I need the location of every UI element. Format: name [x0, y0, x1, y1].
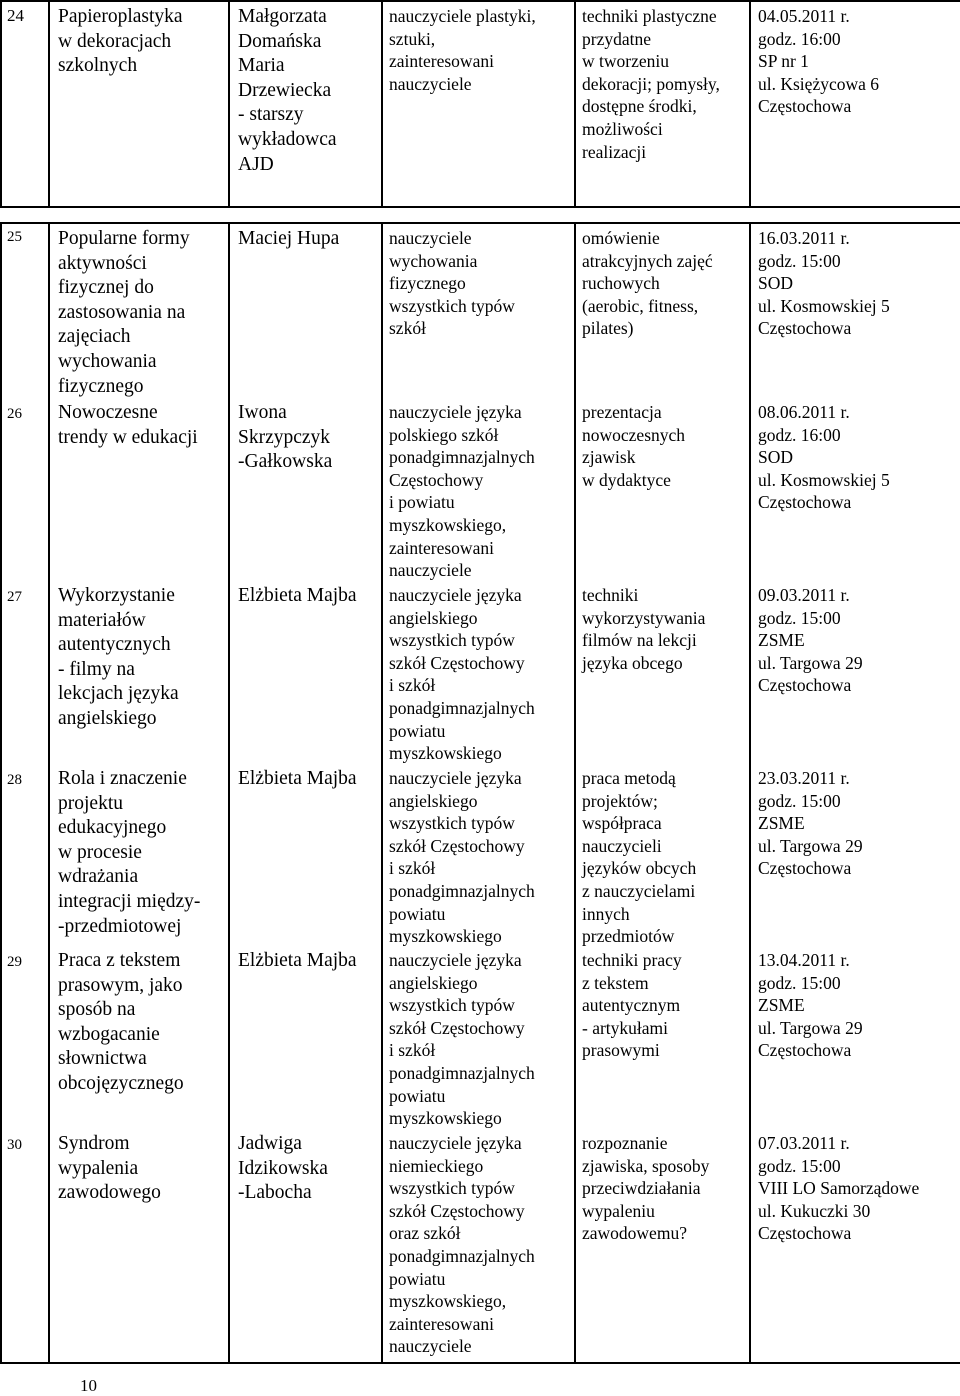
row-number: 25 — [7, 229, 22, 245]
row-number: 27 — [7, 589, 22, 605]
audience-cell: nauczyciele wychowania fizycznego wszystkich typów szkół — [389, 228, 515, 339]
description-cell: techniki plastyczne przydatne w tworzeniu dekoracji; pomysły, dostępne środki, możliwości realizacji — [575, 1, 750, 207]
date-place-cell: 07.03.2011 r. godz. 15:00 VIII LO Samorządowe ul. Kukuczki 30 Częstochowa — [758, 1133, 920, 1244]
row-number: 30 — [7, 1137, 22, 1153]
table-row — [1, 1, 960, 207]
description-cell: techniki pracy z tekstem autentycznym - artykułami prasowymi — [582, 950, 682, 1061]
date-place-cell: 04.05.2011 r. godz. 16:00 SP nr 1 ul. Księżycowa 6 Częstochowa — [750, 1, 960, 207]
description-cell: praca metodą projektów; współpraca nauczycieli języków obcych z nauczycielami innych przedmiotów — [582, 768, 697, 947]
description-column — [575, 223, 750, 1363]
page-number: 10 — [80, 1376, 97, 1395]
topic-cell: Wykorzystanie materiałów autentycznych - filmy na lekcjach języka angielskiego — [58, 585, 179, 729]
row-number: 26 — [7, 406, 22, 422]
description-cell: prezentacja nowoczesnych zjawisk w dydaktyce — [582, 402, 686, 490]
row-number: 29 — [7, 954, 22, 970]
lecturer-cell: Małgorzata Domańska Maria Drzewiecka - starszy wykładowca AJD — [229, 1, 382, 207]
audience-cell: nauczyciele języka polskiego szkół ponadgimnazjalnych Częstochowy i powiatu myszkowskiego, zainteresowani nauczyciele — [389, 402, 535, 581]
lecturer-cell: Maciej Hupa — [238, 228, 340, 249]
row-number: 28 — [7, 772, 22, 788]
lecturer-column — [229, 223, 382, 1363]
topic-cell: Nowoczesne trendy w edukacji — [58, 402, 198, 448]
course-table-top — [0, 0, 960, 208]
course-table-bottom — [0, 222, 960, 1364]
date-place-cell: 16.03.2011 r. godz. 15:00 SOD ul. Kosmowskiej 5 Częstochowa — [758, 228, 890, 339]
audience-cell: nauczyciele języka niemieckiego wszystkich typów szkół Częstochowy oraz szkół ponadgimnazjalnych powiatu myszkowskiego, zainteresowani nauczyciele — [389, 1133, 535, 1357]
topic-cell: Rola i znaczenie projektu edukacyjnego w procesie wdrażania integracji między- -przedmiotowej — [58, 768, 201, 937]
number-column — [1, 223, 49, 1363]
lecturer-cell: Elżbieta Majba — [238, 585, 357, 606]
audience-cell: nauczyciele języka angielskiego wszystkich typów szkół Częstochowy i szkół ponadgimnazjalnych powiatu myszkowskiego — [389, 585, 535, 764]
audience-column — [382, 223, 575, 1363]
date-place-column — [750, 223, 960, 1363]
audience-cell: nauczyciele języka angielskiego wszystkich typów szkół Częstochowy i szkół ponadgimnazjalnych powiatu myszkowskiego — [389, 768, 535, 947]
lecturer-cell: Iwona Skrzypczyk -Gałkowska — [238, 402, 333, 473]
date-place-cell: 23.03.2011 r. godz. 15:00 ZSME ul. Targowa 29 Częstochowa — [758, 768, 863, 879]
topic-cell: Syndrom wypalenia zawodowego — [58, 1133, 161, 1204]
date-place-cell: 08.06.2011 r. godz. 16:00 SOD ul. Kosmowskiej 5 Częstochowa — [758, 402, 890, 513]
lecturer-cell: Elżbieta Majba — [238, 768, 357, 789]
lecturer-cell: Jadwiga Idzikowska -Labocha — [238, 1133, 328, 1204]
topic-column — [49, 223, 229, 1363]
description-cell: omówienie atrakcyjnych zajęć ruchowych (aerobic, fitness, pilates) — [582, 228, 713, 339]
audience-cell: nauczyciele języka angielskiego wszystkich typów szkół Częstochowy i szkół ponadgimnazjalnych powiatu myszkowskiego — [389, 950, 535, 1129]
date-place-cell: 13.04.2011 r. godz. 15:00 ZSME ul. Targowa 29 Częstochowa — [758, 950, 863, 1061]
description-cell: rozpoznanie zjawiska, sposoby przeciwdziałania wypaleniu zawodowemu? — [582, 1133, 710, 1244]
topic-cell: Praca z tekstem prasowym, jako sposób na wzbogacanie słownictwa obcojęzycznego — [58, 950, 184, 1094]
date-place-cell: 09.03.2011 r. godz. 15:00 ZSME ul. Targowa 29 Częstochowa — [758, 585, 863, 696]
description-cell: techniki wykorzystywania filmów na lekcji języka obcego — [582, 585, 706, 673]
lecturer-cell: Elżbieta Majba — [238, 950, 357, 971]
audience-cell: nauczyciele plastyki, sztuki, zainteresowani nauczyciele — [382, 1, 575, 207]
topic-cell: Popularne formy aktywności fizycznej do zastosowania na zajęciach wychowania fizycznego — [58, 228, 190, 397]
row-number: 24 — [1, 1, 49, 207]
topic-cell: Papieroplastyka w dekoracjach szkolnych — [49, 1, 229, 207]
